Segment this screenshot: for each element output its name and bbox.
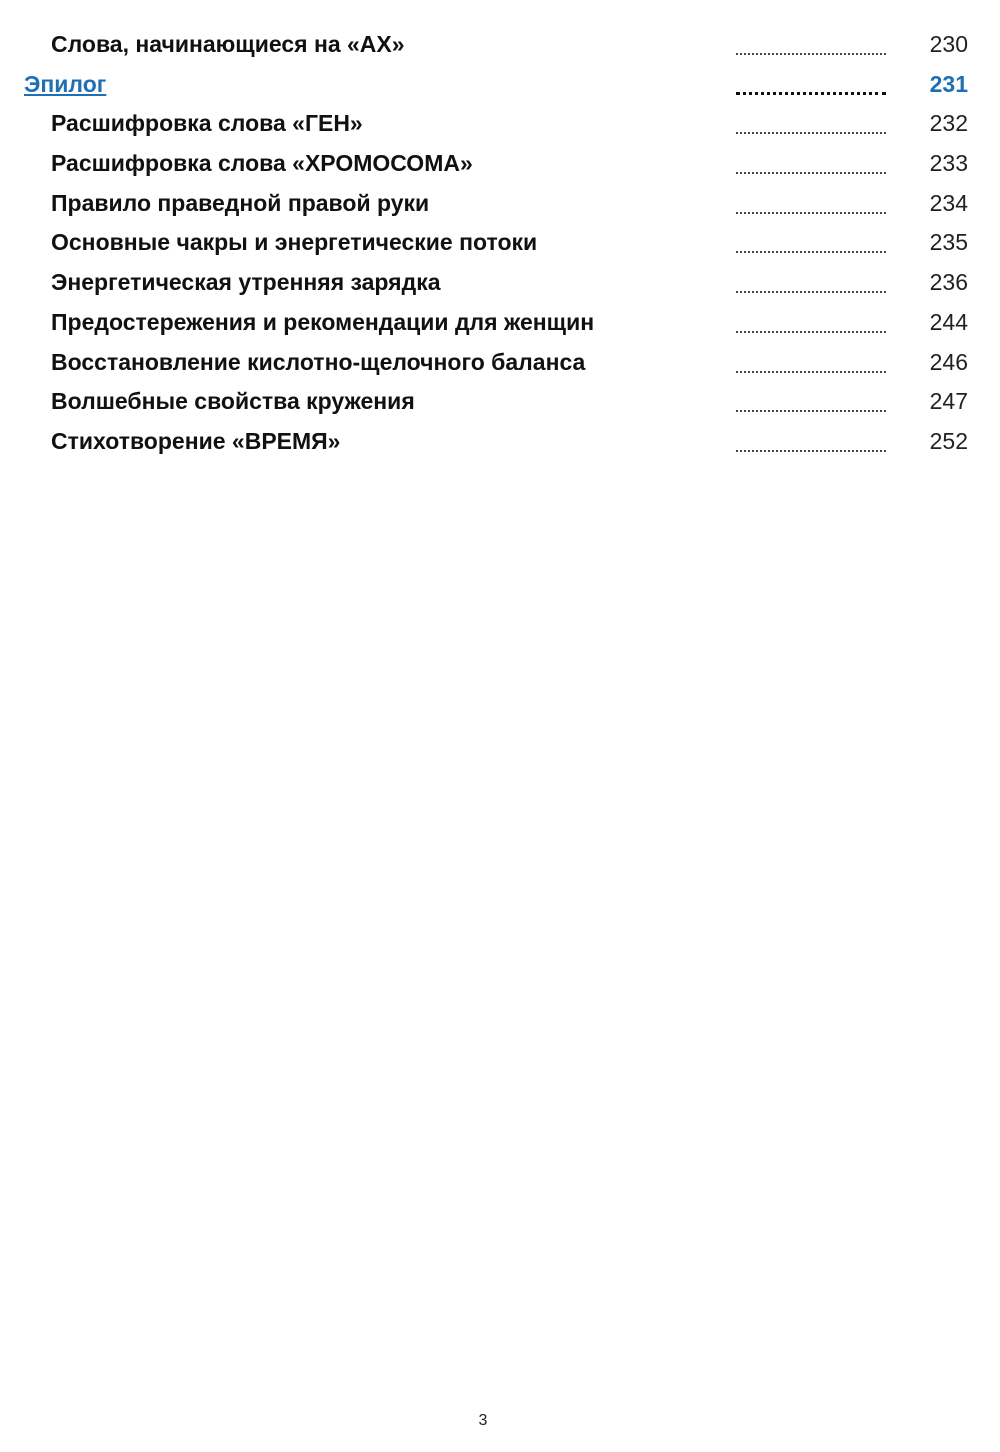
toc-entry[interactable] bbox=[0, 224, 1000, 264]
toc-entry-page: 234 bbox=[929, 189, 968, 216]
toc-chapter-page: 231 bbox=[929, 70, 968, 97]
toc-entry-title: Стихотворение «ВРЕМЯ» bbox=[51, 427, 341, 454]
toc-entry-title: Расшифровка слова «ХРОМОСОМА» bbox=[51, 150, 473, 177]
dot-leader bbox=[736, 331, 886, 333]
toc-entry-title: Восстановление кислотно-щелочного баланса bbox=[51, 348, 586, 375]
toc-entry-title: Основные чакры и энергетические потоки bbox=[51, 229, 538, 256]
dot-leader bbox=[736, 291, 886, 293]
dot-leader bbox=[736, 132, 886, 134]
toc-entry-title: Энергетическая утренняя зарядка bbox=[51, 269, 441, 296]
toc-entry-page: 244 bbox=[929, 308, 968, 335]
dot-leader bbox=[736, 450, 886, 452]
toc-entry-page: 247 bbox=[929, 388, 968, 415]
toc-chapter-title[interactable]: Эпилог bbox=[24, 70, 107, 97]
toc-entry[interactable] bbox=[0, 344, 1000, 384]
toc-entry-title: Волшебные свойства кружения bbox=[51, 388, 415, 415]
page-number: 3 bbox=[478, 1412, 488, 1429]
toc-entry[interactable] bbox=[0, 185, 1000, 225]
dot-leader bbox=[736, 410, 886, 412]
toc-entry-page: 230 bbox=[929, 31, 968, 57]
toc-entry[interactable] bbox=[0, 105, 1000, 145]
dot-leader bbox=[736, 53, 886, 55]
toc-chapter-link-epilog[interactable] bbox=[0, 66, 1000, 106]
toc-entry-title: Правило праведной правой руки bbox=[51, 189, 430, 216]
toc-entry[interactable] bbox=[0, 145, 1000, 185]
toc-entry[interactable] bbox=[0, 383, 1000, 423]
toc-entry[interactable] bbox=[0, 264, 1000, 304]
toc-entry[interactable] bbox=[0, 304, 1000, 344]
toc-entry[interactable] bbox=[0, 26, 1000, 66]
toc-entry-page: 235 bbox=[929, 229, 968, 256]
toc-entry-title: Расшифровка слова «ГЕН» bbox=[51, 110, 363, 137]
toc-entry-page: 246 bbox=[929, 348, 968, 375]
toc-entry[interactable] bbox=[0, 423, 1000, 463]
toc-entry-title: Слова, начинающиеся на «АХ» bbox=[51, 31, 405, 57]
dot-leader bbox=[736, 251, 886, 253]
dot-leader bbox=[736, 371, 886, 373]
table-of-contents bbox=[0, 26, 1000, 463]
toc-entry-title: Предостережения и рекомендации для женщин bbox=[51, 308, 595, 335]
toc-entry-page: 232 bbox=[929, 110, 968, 137]
toc-entry-page: 233 bbox=[929, 150, 968, 177]
toc-entry-page: 236 bbox=[929, 269, 968, 296]
dot-leader bbox=[736, 92, 886, 95]
dot-leader bbox=[736, 172, 886, 174]
dot-leader bbox=[736, 212, 886, 214]
toc-entry-page: 252 bbox=[929, 427, 968, 454]
